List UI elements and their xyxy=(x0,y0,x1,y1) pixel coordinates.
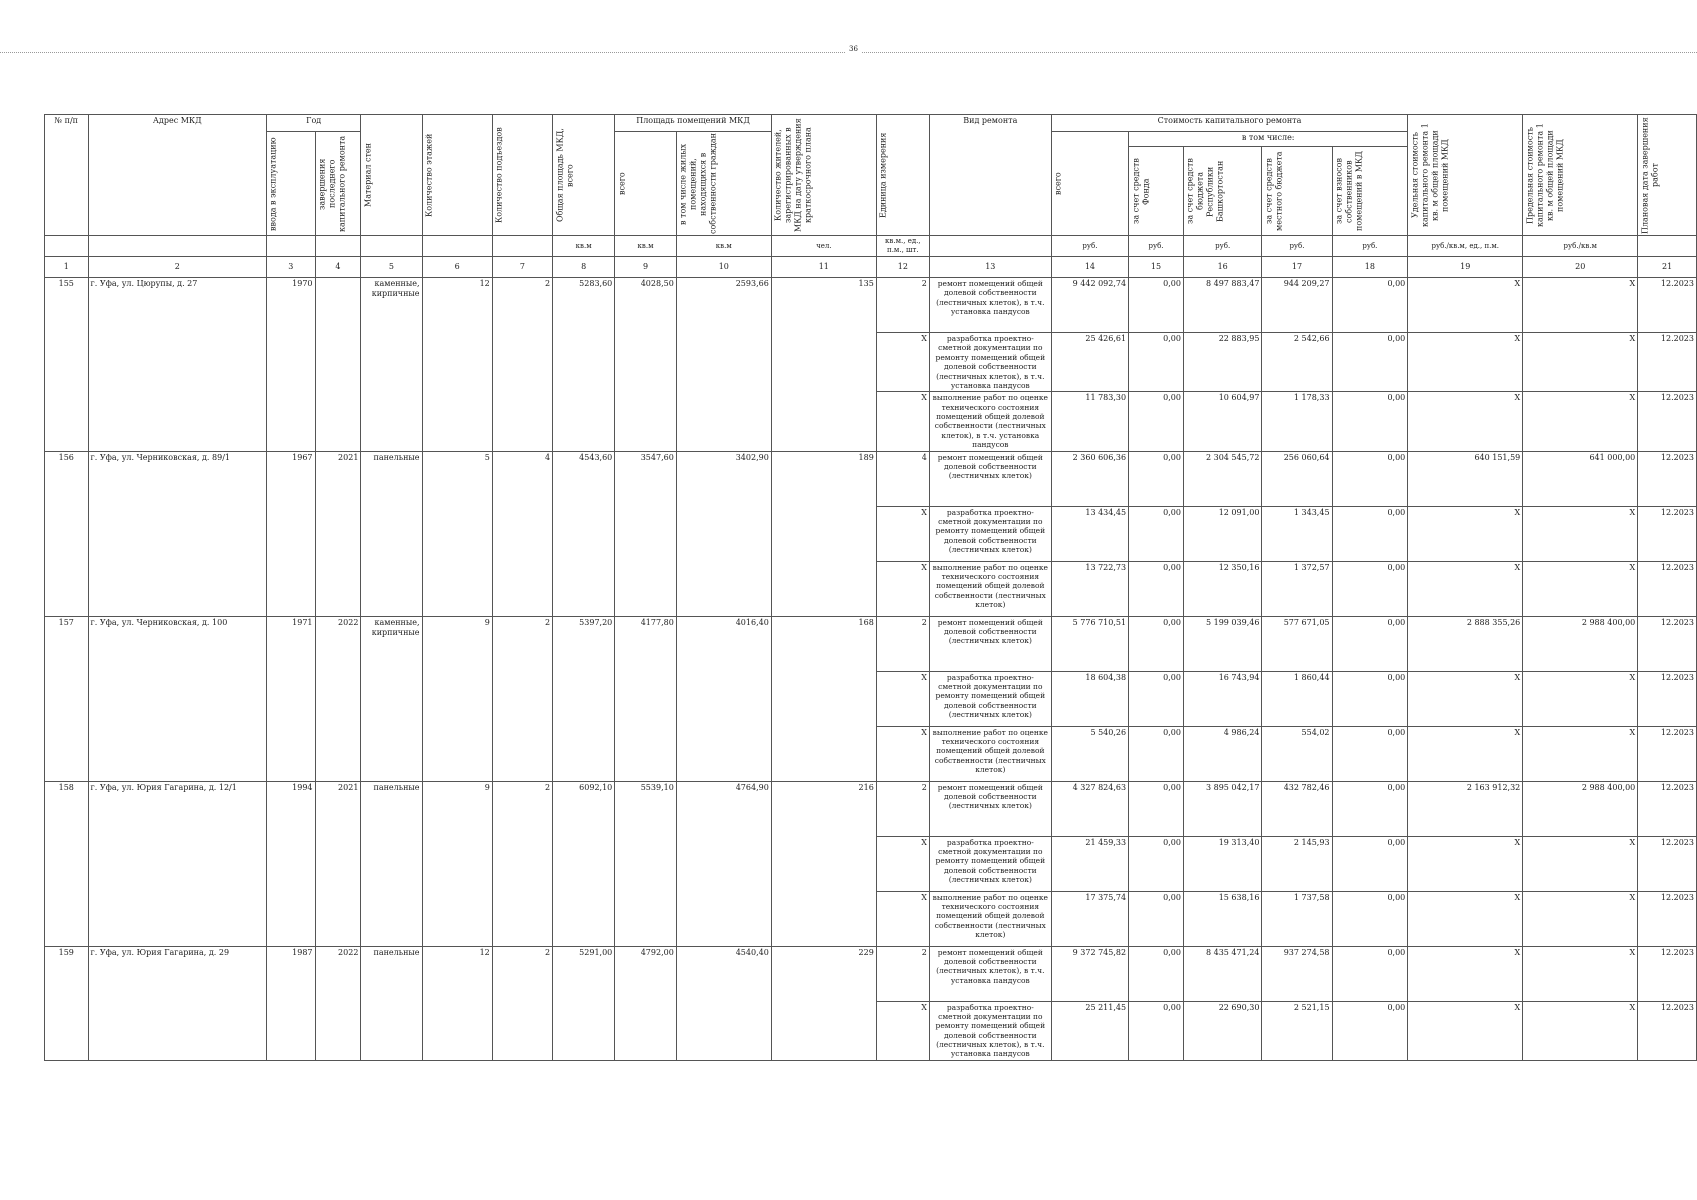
year-last-repair-cell: 2022 xyxy=(315,616,361,781)
cost-total-cell: 4 327 824,63 xyxy=(1051,781,1128,836)
cost-fund-cell: 0,00 xyxy=(1129,726,1184,781)
header-residents: Количество жителей, зарегистрированных в МКД на дату утверждения краткосрочного плана xyxy=(771,115,876,236)
cost-fund-cell: 0,00 xyxy=(1129,781,1184,836)
unit-cell: руб. xyxy=(1332,236,1408,257)
cost-local-cell: 1 343,45 xyxy=(1262,506,1332,561)
table-row xyxy=(45,278,1697,333)
repair-type-cell: ремонт помещений общей долевой собственности (лестничных клеток), в т.ч. установка пандусов xyxy=(929,278,1051,333)
cost-fund-cell: 0,00 xyxy=(1129,333,1184,392)
address-cell: г. Уфа, ул. Юрия Гагарина, д. 29 xyxy=(88,946,266,1060)
year-last-repair-cell: 2022 xyxy=(315,946,361,1060)
unit-cell xyxy=(266,236,315,257)
unit-cell xyxy=(1638,236,1697,257)
specific-cost-cell: X xyxy=(1408,392,1523,451)
cost-total-cell: 13 722,73 xyxy=(1051,561,1128,616)
address-cell: г. Уфа, ул. Черниковская, д. 89/1 xyxy=(88,451,266,616)
specific-cost-cell: 2 888 355,26 xyxy=(1408,616,1523,671)
row-number-cell: 156 xyxy=(45,451,89,616)
column-numbers-row xyxy=(45,257,1697,278)
unit-cell: руб. xyxy=(1183,236,1261,257)
repair-type-cell: выполнение работ по оценке технического состояния помещений общей долевой собственности (лестничных клеток) xyxy=(929,891,1051,946)
residents-cell: 168 xyxy=(771,616,876,781)
row-number-cell: 159 xyxy=(45,946,89,1060)
page-number: 36 xyxy=(846,45,861,53)
unit-cell: X xyxy=(876,671,929,726)
header-repair-type: Вид ремонта xyxy=(929,115,1051,236)
total-area-cell: 6092,10 xyxy=(553,781,615,946)
header-cost-local: за счет средств местного бюджета xyxy=(1262,147,1332,236)
specific-cost-cell: X xyxy=(1408,561,1523,616)
column-number-cell: 8 xyxy=(553,257,615,278)
residents-cell: 135 xyxy=(771,278,876,452)
year-built-cell: 1970 xyxy=(266,278,315,452)
cost-total-cell: 25 211,45 xyxy=(1051,1001,1128,1060)
unit-cell: руб. xyxy=(1129,236,1184,257)
limit-cost-cell: X xyxy=(1523,392,1638,451)
entrances-cell: 2 xyxy=(492,781,552,946)
unit-cell xyxy=(315,236,361,257)
limit-cost-cell: 2 988 400,00 xyxy=(1523,616,1638,671)
cost-total-cell: 17 375,74 xyxy=(1051,891,1128,946)
repair-type-cell: ремонт помещений общей долевой собственности (лестничных клеток) xyxy=(929,616,1051,671)
year-last-repair-cell: 2021 xyxy=(315,451,361,616)
repair-type-cell: разработка проектно-сметной документации по ремонту помещений общей долевой собственности (лестничных клеток), в т.ч. установка пандусов xyxy=(929,1001,1051,1060)
cost-total-cell: 21 459,33 xyxy=(1051,836,1128,891)
cost-fund-cell: 0,00 xyxy=(1129,506,1184,561)
unit-cell: руб./кв.м xyxy=(1523,236,1638,257)
repair-type-cell: ремонт помещений общей долевой собственности (лестничных клеток), в т.ч. установка пандусов xyxy=(929,946,1051,1001)
specific-cost-cell: X xyxy=(1408,278,1523,333)
address-cell: г. Уфа, ул. Цюрупы, д. 27 xyxy=(88,278,266,452)
wall-material-cell: панельные xyxy=(361,946,422,1060)
cost-rb-cell: 8 497 883,47 xyxy=(1183,278,1261,333)
cost-total-cell: 9 372 745,82 xyxy=(1051,946,1128,1001)
row-number-cell: 158 xyxy=(45,781,89,946)
cost-local-cell: 2 542,66 xyxy=(1262,333,1332,392)
total-area-cell: 4543,60 xyxy=(553,451,615,616)
repair-register-table xyxy=(44,114,1697,1061)
wall-material-cell: каменные, кирпичные xyxy=(361,616,422,781)
repair-type-cell: выполнение работ по оценке технического состояния помещений общей долевой собственности (лестничных клеток) xyxy=(929,726,1051,781)
residents-cell: 189 xyxy=(771,451,876,616)
planned-date-cell: 12.2023 xyxy=(1638,891,1697,946)
specific-cost-cell: X xyxy=(1408,946,1523,1001)
table-row xyxy=(45,781,1697,836)
repair-type-cell: разработка проектно-сметной документации по ремонту помещений общей долевой собственности (лестничных клеток) xyxy=(929,836,1051,891)
cost-owners-cell: 0,00 xyxy=(1332,561,1408,616)
year-built-cell: 1971 xyxy=(266,616,315,781)
unit-cell: 2 xyxy=(876,616,929,671)
year-built-cell: 1987 xyxy=(266,946,315,1060)
address-cell: г. Уфа, ул. Юрия Гагарина, д. 12/1 xyxy=(88,781,266,946)
cost-fund-cell: 0,00 xyxy=(1129,891,1184,946)
cost-rb-cell: 22 690,30 xyxy=(1183,1001,1261,1060)
area-owned-cell: 4016,40 xyxy=(676,616,771,781)
cost-fund-cell: 0,00 xyxy=(1129,946,1184,1001)
unit-cell: кв.м xyxy=(615,236,677,257)
limit-cost-cell: X xyxy=(1523,671,1638,726)
column-number-cell: 21 xyxy=(1638,257,1697,278)
header-wall-material: Материал стен xyxy=(361,115,422,236)
cost-rb-cell: 10 604,97 xyxy=(1183,392,1261,451)
cost-owners-cell: 0,00 xyxy=(1332,1001,1408,1060)
cost-owners-cell: 0,00 xyxy=(1332,946,1408,1001)
unit-cell: X xyxy=(876,506,929,561)
floors-cell: 12 xyxy=(422,946,492,1060)
planned-date-cell: 12.2023 xyxy=(1638,278,1697,333)
header-year-last-repair: завершения последнего капитального ремонта xyxy=(315,132,361,236)
header-year-built: ввода в эксплуатацию xyxy=(266,132,315,236)
column-number-cell: 11 xyxy=(771,257,876,278)
unit-cell xyxy=(492,236,552,257)
header-floors: Количество этажей xyxy=(422,115,492,236)
cost-owners-cell: 0,00 xyxy=(1332,333,1408,392)
row-number-cell: 157 xyxy=(45,616,89,781)
column-number-cell: 14 xyxy=(1051,257,1128,278)
repair-type-cell: ремонт помещений общей долевой собственности (лестничных клеток) xyxy=(929,451,1051,506)
header-limit-cost: Предельная стоимость капитального ремонта 1 кв. м общей площади помещений МКД xyxy=(1523,115,1638,236)
column-number-cell: 3 xyxy=(266,257,315,278)
column-number-cell: 5 xyxy=(361,257,422,278)
floors-cell: 9 xyxy=(422,616,492,781)
cost-owners-cell: 0,00 xyxy=(1332,671,1408,726)
header-cost-rb: за счет средств бюджета Республики Башкортостан xyxy=(1183,147,1261,236)
cost-total-cell: 18 604,38 xyxy=(1051,671,1128,726)
year-built-cell: 1994 xyxy=(266,781,315,946)
unit-cell: X xyxy=(876,836,929,891)
column-number-cell: 19 xyxy=(1408,257,1523,278)
cost-local-cell: 432 782,46 xyxy=(1262,781,1332,836)
cost-rb-cell: 15 638,16 xyxy=(1183,891,1261,946)
planned-date-cell: 12.2023 xyxy=(1638,616,1697,671)
wall-material-cell: каменные, кирпичные xyxy=(361,278,422,452)
unit-cell: X xyxy=(876,726,929,781)
year-built-cell: 1967 xyxy=(266,451,315,616)
unit-cell: руб. xyxy=(1262,236,1332,257)
specific-cost-cell: X xyxy=(1408,836,1523,891)
header-year-group: Год xyxy=(266,115,360,132)
specific-cost-cell: X xyxy=(1408,1001,1523,1060)
specific-cost-cell: X xyxy=(1408,726,1523,781)
area-owned-cell: 3402,90 xyxy=(676,451,771,616)
row-number-cell: 155 xyxy=(45,278,89,452)
column-number-cell: 17 xyxy=(1262,257,1332,278)
cost-owners-cell: 0,00 xyxy=(1332,726,1408,781)
cost-local-cell: 2 145,93 xyxy=(1262,836,1332,891)
cost-rb-cell: 5 199 039,46 xyxy=(1183,616,1261,671)
header-area-owned: в том числе жилых помещений, находящихся в собственности граждан xyxy=(676,132,771,236)
entrances-cell: 4 xyxy=(492,451,552,616)
entrances-cell: 2 xyxy=(492,278,552,452)
repair-type-cell: разработка проектно-сметной документации по ремонту помещений общей долевой собственности (лестничных клеток), в т.ч. установка пандусов xyxy=(929,333,1051,392)
planned-date-cell: 12.2023 xyxy=(1638,726,1697,781)
column-number-cell: 2 xyxy=(88,257,266,278)
unit-cell: X xyxy=(876,392,929,451)
register-body xyxy=(45,278,1697,1061)
cost-local-cell: 937 274,58 xyxy=(1262,946,1332,1001)
unit-cell: 2 xyxy=(876,781,929,836)
address-cell: г. Уфа, ул. Черниковская, д. 100 xyxy=(88,616,266,781)
limit-cost-cell: X xyxy=(1523,726,1638,781)
header-cost-sub: в том числе: xyxy=(1129,132,1408,147)
year-last-repair-cell xyxy=(315,278,361,452)
repair-type-cell: разработка проектно-сметной документации по ремонту помещений общей долевой собственности (лестничных клеток) xyxy=(929,506,1051,561)
cost-rb-cell: 12 350,16 xyxy=(1183,561,1261,616)
cost-owners-cell: 0,00 xyxy=(1332,781,1408,836)
header-cost-fund: за счет средств Фонда xyxy=(1129,147,1184,236)
planned-date-cell: 12.2023 xyxy=(1638,781,1697,836)
table-row xyxy=(45,451,1697,506)
header-area-all: всего xyxy=(615,132,677,236)
cost-total-cell: 9 442 092,74 xyxy=(1051,278,1128,333)
residents-cell: 216 xyxy=(771,781,876,946)
cost-rb-cell: 2 304 545,72 xyxy=(1183,451,1261,506)
planned-date-cell: 12.2023 xyxy=(1638,946,1697,1001)
limit-cost-cell: X xyxy=(1523,1001,1638,1060)
cost-owners-cell: 0,00 xyxy=(1332,891,1408,946)
area-all-cell: 4792,00 xyxy=(615,946,677,1060)
planned-date-cell: 12.2023 xyxy=(1638,333,1697,392)
cost-owners-cell: 0,00 xyxy=(1332,836,1408,891)
specific-cost-cell: X xyxy=(1408,333,1523,392)
floors-cell: 9 xyxy=(422,781,492,946)
unit-cell: X xyxy=(876,561,929,616)
cost-rb-cell: 12 091,00 xyxy=(1183,506,1261,561)
repair-type-cell: выполнение работ по оценке технического состояния помещений общей долевой собственности (лестничных клеток), в т.ч. установка пандусов xyxy=(929,392,1051,451)
cost-local-cell: 554,02 xyxy=(1262,726,1332,781)
cost-total-cell: 5 776 710,51 xyxy=(1051,616,1128,671)
cost-rb-cell: 4 986,24 xyxy=(1183,726,1261,781)
residents-cell: 229 xyxy=(771,946,876,1060)
planned-date-cell: 12.2023 xyxy=(1638,451,1697,506)
header-entrances: Количество подъездов xyxy=(492,115,552,236)
cost-local-cell: 2 521,15 xyxy=(1262,1001,1332,1060)
column-number-cell: 20 xyxy=(1523,257,1638,278)
cost-total-cell: 2 360 606,36 xyxy=(1051,451,1128,506)
cost-fund-cell: 0,00 xyxy=(1129,616,1184,671)
total-area-cell: 5397,20 xyxy=(553,616,615,781)
column-number-cell: 16 xyxy=(1183,257,1261,278)
header-row-number: № п/п xyxy=(45,115,89,236)
cost-local-cell: 1 860,44 xyxy=(1262,671,1332,726)
limit-cost-cell: X xyxy=(1523,891,1638,946)
cost-total-cell: 5 540,26 xyxy=(1051,726,1128,781)
header-total-area: Общая площадь МКД, всего xyxy=(553,115,615,236)
area-all-cell: 3547,60 xyxy=(615,451,677,616)
limit-cost-cell: X xyxy=(1523,561,1638,616)
specific-cost-cell: X xyxy=(1408,671,1523,726)
cost-owners-cell: 0,00 xyxy=(1332,392,1408,451)
unit-cell: чел. xyxy=(771,236,876,257)
unit-cell: руб. xyxy=(1051,236,1128,257)
unit-cell: руб./кв.м, ед., п.м. xyxy=(1408,236,1523,257)
column-number-cell: 13 xyxy=(929,257,1051,278)
units-row xyxy=(45,236,1697,257)
area-owned-cell: 4540,40 xyxy=(676,946,771,1060)
unit-cell xyxy=(45,236,89,257)
column-number-cell: 6 xyxy=(422,257,492,278)
header-cost-owners: за счет взносов собственников помещений в МКД xyxy=(1332,147,1408,236)
column-number-cell: 7 xyxy=(492,257,552,278)
cost-fund-cell: 0,00 xyxy=(1129,451,1184,506)
cost-owners-cell: 0,00 xyxy=(1332,278,1408,333)
header-cost-group: Стоимость капитального ремонта xyxy=(1051,115,1408,132)
unit-cell: 4 xyxy=(876,451,929,506)
header-address: Адрес МКД xyxy=(88,115,266,236)
header-area-group: Площадь помещений МКД xyxy=(615,115,772,132)
header-cost-total: всего xyxy=(1051,132,1128,236)
table-row xyxy=(45,616,1697,671)
repair-type-cell: ремонт помещений общей долевой собственности (лестничных клеток) xyxy=(929,781,1051,836)
column-number-cell: 10 xyxy=(676,257,771,278)
planned-date-cell: 12.2023 xyxy=(1638,1001,1697,1060)
cost-local-cell: 1 372,57 xyxy=(1262,561,1332,616)
floors-cell: 5 xyxy=(422,451,492,616)
unit-cell: кв.м xyxy=(676,236,771,257)
limit-cost-cell: X xyxy=(1523,278,1638,333)
year-last-repair-cell: 2021 xyxy=(315,781,361,946)
unit-cell: кв.м., ед., п.м., шт. xyxy=(876,236,929,257)
unit-cell xyxy=(929,236,1051,257)
repair-type-cell: разработка проектно-сметной документации по ремонту помещений общей долевой собственности (лестничных клеток) xyxy=(929,671,1051,726)
table-row xyxy=(45,946,1697,1001)
floors-cell: 12 xyxy=(422,278,492,452)
unit-cell: 2 xyxy=(876,946,929,1001)
cost-fund-cell: 0,00 xyxy=(1129,836,1184,891)
entrances-cell: 2 xyxy=(492,616,552,781)
total-area-cell: 5283,60 xyxy=(553,278,615,452)
cost-owners-cell: 0,00 xyxy=(1332,506,1408,561)
limit-cost-cell: 2 988 400,00 xyxy=(1523,781,1638,836)
unit-cell: X xyxy=(876,333,929,392)
wall-material-cell: панельные xyxy=(361,781,422,946)
column-number-cell: 12 xyxy=(876,257,929,278)
column-number-cell: 18 xyxy=(1332,257,1408,278)
cost-fund-cell: 0,00 xyxy=(1129,671,1184,726)
planned-date-cell: 12.2023 xyxy=(1638,671,1697,726)
column-number-cell: 9 xyxy=(615,257,677,278)
header-planned-date: Плановая дата завершения работ xyxy=(1638,115,1697,236)
column-number-cell: 1 xyxy=(45,257,89,278)
column-number-cell: 4 xyxy=(315,257,361,278)
cost-rb-cell: 19 313,40 xyxy=(1183,836,1261,891)
cost-fund-cell: 0,00 xyxy=(1129,392,1184,451)
unit-cell xyxy=(88,236,266,257)
unit-cell xyxy=(422,236,492,257)
cost-fund-cell: 0,00 xyxy=(1129,1001,1184,1060)
limit-cost-cell: X xyxy=(1523,836,1638,891)
cost-owners-cell: 0,00 xyxy=(1332,451,1408,506)
cost-rb-cell: 8 435 471,24 xyxy=(1183,946,1261,1001)
area-all-cell: 5539,10 xyxy=(615,781,677,946)
unit-cell: кв.м xyxy=(553,236,615,257)
cost-local-cell: 944 209,27 xyxy=(1262,278,1332,333)
cost-local-cell: 1 178,33 xyxy=(1262,392,1332,451)
planned-date-cell: 12.2023 xyxy=(1638,836,1697,891)
cost-owners-cell: 0,00 xyxy=(1332,616,1408,671)
unit-cell: 2 xyxy=(876,278,929,333)
specific-cost-cell: X xyxy=(1408,891,1523,946)
total-area-cell: 5291,00 xyxy=(553,946,615,1060)
unit-cell: X xyxy=(876,891,929,946)
limit-cost-cell: X xyxy=(1523,333,1638,392)
area-all-cell: 4028,50 xyxy=(615,278,677,452)
specific-cost-cell: 640 151,59 xyxy=(1408,451,1523,506)
header-specific-cost: Удельная стоимость капитального ремонта 1 кв. м общей площади помещений МКД xyxy=(1408,115,1523,236)
limit-cost-cell: X xyxy=(1523,506,1638,561)
column-number-cell: 15 xyxy=(1129,257,1184,278)
cost-rb-cell: 3 895 042,17 xyxy=(1183,781,1261,836)
planned-date-cell: 12.2023 xyxy=(1638,392,1697,451)
limit-cost-cell: X xyxy=(1523,946,1638,1001)
cost-total-cell: 25 426,61 xyxy=(1051,333,1128,392)
repair-type-cell: выполнение работ по оценке технического состояния помещений общей долевой собственности (лестничных клеток) xyxy=(929,561,1051,616)
area-owned-cell: 2593,66 xyxy=(676,278,771,452)
cost-total-cell: 11 783,30 xyxy=(1051,392,1128,451)
wall-material-cell: панельные xyxy=(361,451,422,616)
area-owned-cell: 4764,90 xyxy=(676,781,771,946)
unit-cell xyxy=(361,236,422,257)
limit-cost-cell: 641 000,00 xyxy=(1523,451,1638,506)
cost-total-cell: 13 434,45 xyxy=(1051,506,1128,561)
cost-rb-cell: 16 743,94 xyxy=(1183,671,1261,726)
cost-local-cell: 1 737,58 xyxy=(1262,891,1332,946)
cost-fund-cell: 0,00 xyxy=(1129,278,1184,333)
specific-cost-cell: X xyxy=(1408,506,1523,561)
unit-cell: X xyxy=(876,1001,929,1060)
planned-date-cell: 12.2023 xyxy=(1638,506,1697,561)
cost-local-cell: 577 671,05 xyxy=(1262,616,1332,671)
header-unit: Единица измерения xyxy=(876,115,929,236)
entrances-cell: 2 xyxy=(492,946,552,1060)
cost-local-cell: 256 060,64 xyxy=(1262,451,1332,506)
area-all-cell: 4177,80 xyxy=(615,616,677,781)
specific-cost-cell: 2 163 912,32 xyxy=(1408,781,1523,836)
cost-fund-cell: 0,00 xyxy=(1129,561,1184,616)
planned-date-cell: 12.2023 xyxy=(1638,561,1697,616)
cost-rb-cell: 22 883,95 xyxy=(1183,333,1261,392)
